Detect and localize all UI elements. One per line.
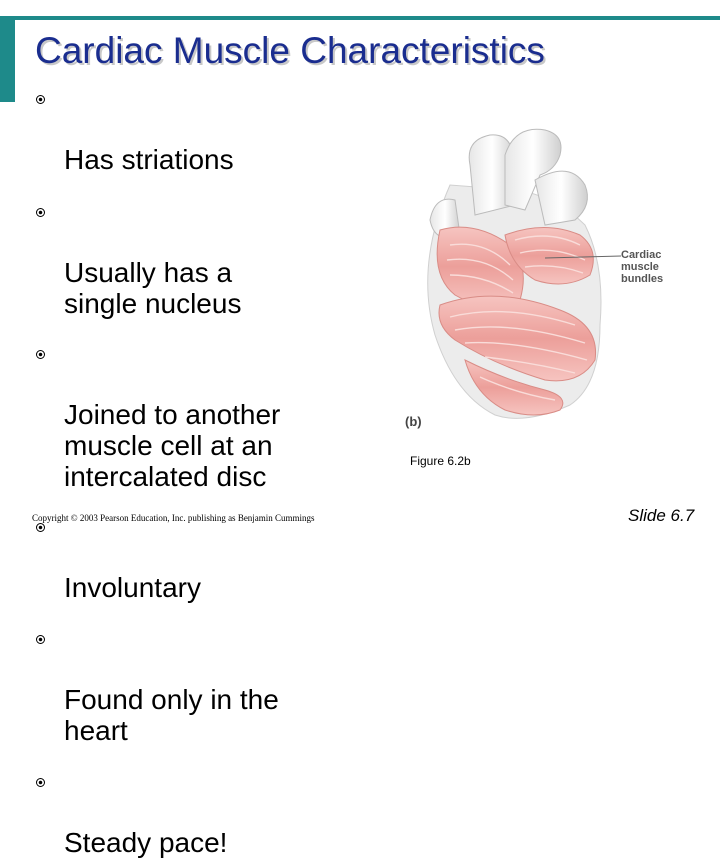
figure-panel-letter: (b) [405,414,422,429]
bullet-icon [36,523,45,532]
heart-illustration [395,125,695,445]
slide-title: Cardiac Muscle Characteristics [35,30,545,71]
slide-number: Slide 6.7 [628,506,695,525]
figure-caption: Figure 6.2b [410,454,471,468]
callout-label: Cardiac muscle bundles [621,249,664,285]
bullet-text: Found only in the heart [64,684,279,746]
bullet-icon [36,635,45,644]
bullet-item [34,337,354,492]
bullet-item [34,510,354,603]
bullet-item [34,622,354,746]
copyright-notice: Copyright © 2003 Pearson Education, Inc. publishing as Benjamin Cummings [32,513,315,523]
bullet-item [34,82,354,175]
bullet-text: Involuntary [64,572,201,603]
bullet-text: Steady pace! [64,827,228,858]
left-accent-bar [0,16,15,102]
bullet-text: Usually has a single nucleus [64,257,242,319]
bullet-icon [36,95,45,104]
bullet-icon [36,350,45,359]
bullet-item [34,765,354,858]
bullet-icon [36,778,45,787]
bullet-list [34,82,354,858]
top-accent-bar [0,16,720,20]
bullet-icon [36,208,45,217]
bullet-text: Has striations [64,144,234,175]
bullet-item [34,195,354,319]
bullet-text: Joined to another muscle cell at an intercalated disc [64,399,281,492]
